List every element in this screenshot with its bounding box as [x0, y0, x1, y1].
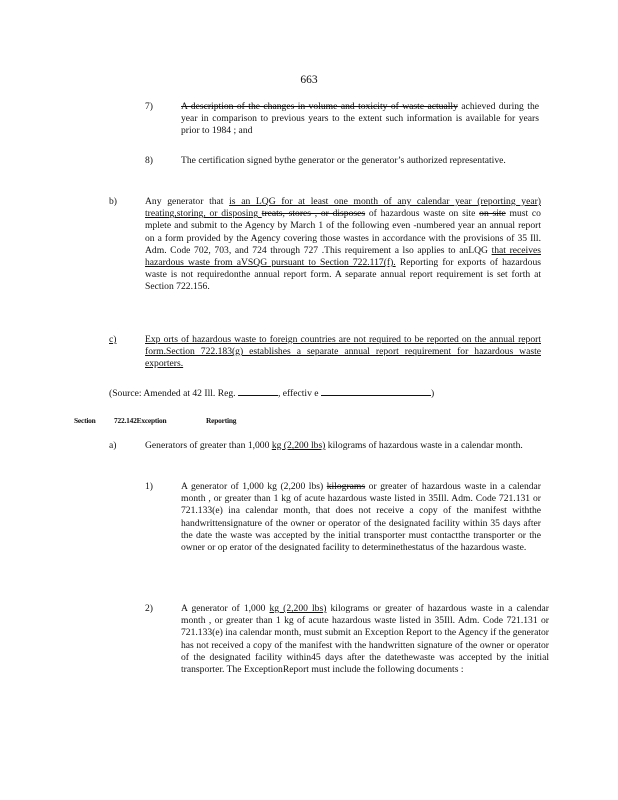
subparagraph-a1-text — [181, 481, 541, 554]
section-title: Reporting — [206, 416, 237, 425]
subparagraph-a1-deleted: kilograms — [326, 481, 366, 492]
page-number: 663 — [300, 74, 318, 86]
paragraph-a-text — [145, 440, 537, 452]
paragraph-b-part-1: Any generator that — [145, 196, 230, 207]
subparagraph-a2-part-1: A generator of 1,000 — [181, 603, 270, 614]
subparagraph-a1-part-1: A generator of 1,000 kg (2,200 lbs) — [181, 481, 327, 492]
item-8-label: 8) — [145, 155, 153, 166]
register-blank — [238, 386, 278, 396]
paragraph-b-label: b) — [109, 196, 117, 207]
paragraph-b-part-3: must co mplete and submit to the Agency by March 1 of the following even -numbered year an annual report on a form provided by the Agency covering those wastes in accordance with the provisions of 35 Ill. Adm. Code 702, 703, and 724 through 727 .This requirement a lso applies to anLQG — [145, 208, 541, 256]
subparagraph-a2-text — [181, 603, 549, 676]
paragraph-c-label: c) — [109, 334, 117, 345]
paragraph-b-deleted-2: on site — [479, 208, 506, 220]
paragraph-c-text: Exp orts of hazardous waste to foreign countries are not required to be reported on the annual report form.Section 722.183(g) establishes a separate annual report requirement for hazardous waste exporters. — [145, 334, 541, 370]
item-7-struck-text: A description of the changes in volume and toxicity of waste actually — [181, 101, 458, 112]
section-number: 722.142Exception — [114, 416, 167, 425]
item-7-text — [181, 101, 539, 138]
subparagraph-a2-inserted: kg (2,200 lbs) — [269, 603, 327, 614]
subparagraph-a2-part-2: kilograms or greater of hazardous waste in a calendar month , or greater than 1 kg of acute hazardous waste listed in 35Ill. Adm. Code 721.131 or 721.133(e) ina calendar month, must submit an Exception Report to the Agency if the generator has not received a copy of the manifest with the handwritten signature of the owner or operator of the designated facility within45 days after the datethewaste was accepted by the initial transporter. The ExceptionReport must include the following documents : — [181, 603, 550, 676]
paragraph-b-part-2: of hazardous waste on site — [365, 208, 480, 220]
section-word: Section — [74, 416, 96, 425]
source-note-open: (Source: Amended at 42 Ill. Reg. — [109, 388, 236, 399]
effective-date-blank — [321, 386, 431, 396]
paragraph-a-part-2: kilograms of hazardous waste in a calendar month. — [325, 440, 523, 451]
source-note-close: ) — [430, 388, 435, 399]
paragraph-b-deleted-1: treats, stores , or disposes — [261, 208, 366, 220]
subparagraph-a2-label: 2) — [145, 603, 153, 614]
item-7-label: 7) — [145, 101, 153, 112]
item-7-rest-text: achieved during the year in comparison to previous years to the extent such information is available for years prior to 1984 ; and — [181, 101, 539, 137]
paragraph-b-inserted-2: that receives hazardous waste from aVSQG pursuant to Section 722.117(f). — [145, 244, 541, 269]
paragraph-a-part-1: Generators of greater than 1,000 — [145, 440, 272, 451]
source-note-effective: , effectiv e — [277, 388, 319, 399]
paragraph-a-label: a) — [109, 440, 117, 451]
source-note — [109, 386, 529, 400]
paragraph-b-inserted-1: is an LQG for at least one month of any calendar year (reporting year) treating,storing, or disposing — [145, 196, 541, 220]
subparagraph-a1-part-2: or greater of hazardous waste in a calendar month , or greater than 1 kg of acute hazardous waste listed in 35Ill. Adm. Code 721.131 or 721.133(e) ina calendar month, that does not receive a copy of the manifest withthe handwrittensignature of the owner or operator of the designated facility within 35 days after the date the waste was accepted by the initial transporter must contactthe transporter or the owner or op erator of the designated facility to determinethestatus of the hazardous waste. — [181, 481, 541, 554]
paragraph-a-inserted: kg (2,200 lbs) — [271, 440, 326, 451]
subparagraph-a1-label: 1) — [145, 481, 153, 492]
paragraph-b-part-4: Reporting for exports of hazardous waste is not requiredonthe annual report form. A separate annual report requirement is set forth at Section 722.156. — [145, 257, 541, 293]
item-8-text: The certification signed bythe generator or the generator’s authorized representative. — [181, 155, 506, 166]
paragraph-b-text — [145, 196, 541, 294]
